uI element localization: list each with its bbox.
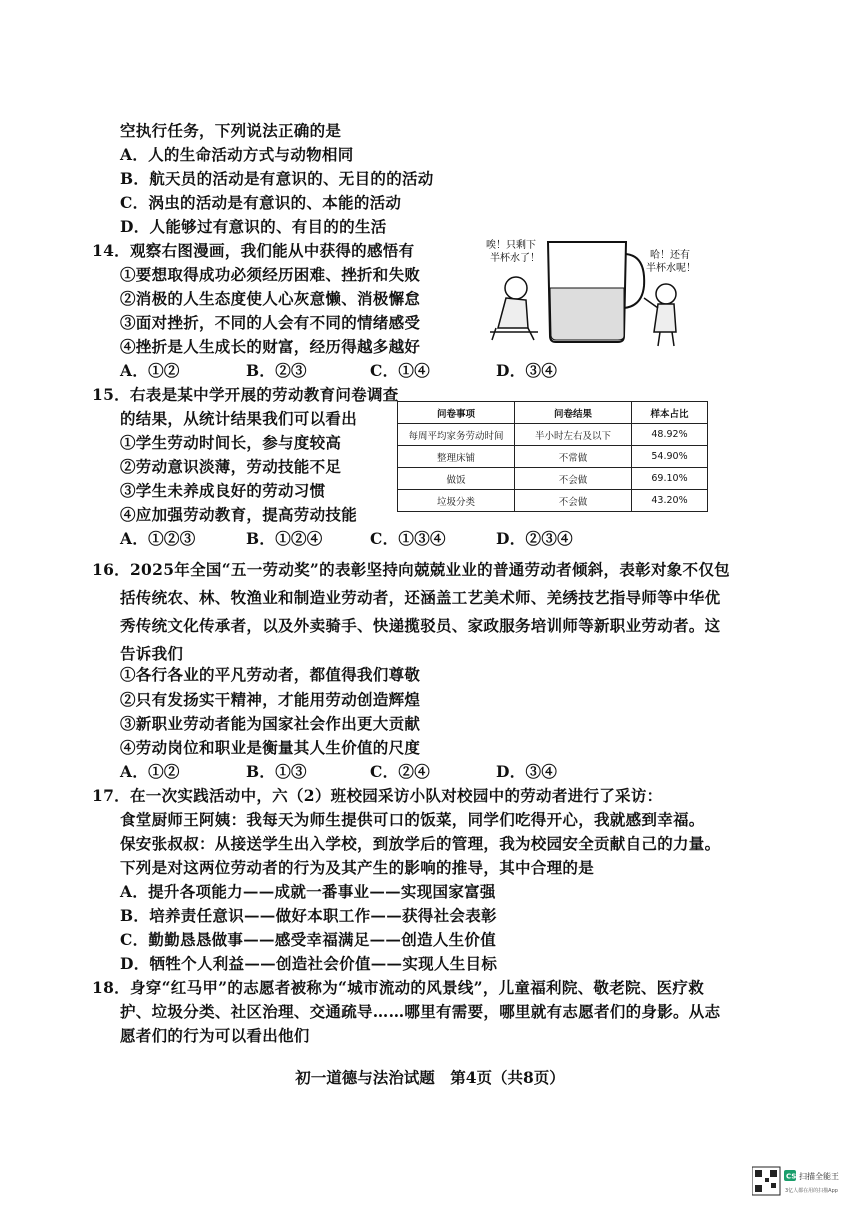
table-cell: 每周平均家务劳动时间 — [398, 424, 515, 446]
chair — [490, 328, 538, 340]
q14-choice-a: A．①② — [120, 361, 180, 380]
happy-person-head — [656, 284, 676, 304]
survey-table — [397, 401, 708, 512]
q15-item-4: ④应加强劳动教育，提高劳动技能 — [120, 505, 358, 524]
left-bubble-line-1: 唉！只剩下 — [486, 240, 536, 251]
table-cell: 43.20% — [632, 490, 708, 512]
q14-choice-d: D．③④ — [496, 361, 558, 380]
table-cell: 54.90% — [632, 446, 708, 468]
table-cell: 不会做 — [515, 468, 632, 490]
q13-option-c: C．涡虫的活动是有意识的、本能的活动 — [120, 193, 402, 212]
q15-choice-c: C．①③④ — [370, 529, 446, 548]
q13-option-d: D．人能够过有意识的、有目的的生活 — [120, 217, 387, 236]
q15-stem-line-2: 的结果，从统计结果我们可以看出 — [120, 409, 358, 428]
badge-title: 扫描全能王 — [799, 1172, 839, 1181]
q15-item-1: ①学生劳动时间长，参与度较高 — [120, 433, 342, 452]
q16-choice-c: C．②④ — [370, 762, 431, 781]
sad-person-head — [505, 277, 527, 299]
right-bubble-line-1: 哈！还有 — [650, 250, 690, 261]
q13-option-a: A．人的生命活动方式与动物相同 — [120, 145, 354, 164]
table-cell: 半小时左右及以下 — [515, 424, 632, 446]
table-cell: 69.10% — [632, 468, 708, 490]
q16-line-4: 告诉我们 — [120, 644, 184, 663]
table-row — [398, 446, 708, 468]
q16-item-4: ④劳动岗位和职业是衡量其人生价值的尺度 — [120, 738, 421, 757]
sad-person-body — [498, 298, 528, 328]
q14-stem: 14．观察右图漫画，我们能从中获得的感悟有 — [92, 241, 415, 260]
q16-line-3: 秀传统文化传承者，以及外卖骑手、快递揽驳员、家政服务培训师等新职业劳动者。这 — [120, 616, 721, 635]
scanner-badge-graphic — [752, 1164, 842, 1200]
table-row — [398, 424, 708, 446]
q16-item-3: ③新职业劳动者能为国家社会作出更大贡献 — [120, 714, 421, 733]
q17-line-2: 食堂厨师王阿姨：我每天为师生提供可口的饭菜，同学们吃得开心，我就感到幸福。 — [120, 810, 705, 829]
happy-person-legs — [658, 332, 674, 346]
q15-choice-d: D．②③④ — [496, 529, 573, 548]
q16-line-2: 括传统农、林、牧渔业和制造业劳动者，还涵盖工艺美术师、羌绣技艺指导师等中华优 — [120, 588, 721, 607]
q17-option-b: B．培养责任意识——做好本职工作——获得社会表彰 — [120, 906, 497, 925]
q17-option-d: D．牺牲个人利益——创造社会价值——实现人生目标 — [120, 954, 498, 973]
table-cell: 不会做 — [515, 490, 632, 512]
q16-item-1: ①各行各业的平凡劳动者，都值得我们尊敬 — [120, 665, 421, 684]
half-water — [550, 288, 624, 340]
q18-line-3: 愿者们的行为可以看出他们 — [120, 1026, 310, 1045]
right-bubble-line-2: 半杯水呢！ — [646, 263, 696, 274]
scanner-watermark — [752, 1164, 842, 1200]
table-header: 问卷事项 — [398, 402, 515, 424]
half-glass-cartoon — [478, 236, 700, 348]
q16-choice-a: A．①② — [120, 762, 180, 781]
table-cell: 做饭 — [398, 468, 515, 490]
table-header-row — [398, 402, 708, 424]
q18-line-2: 护、垃圾分类、社区治理、交通疏导……哪里有需要，哪里就有志愿者们的身影。从志 — [120, 1002, 721, 1021]
page-footer: 初一道德与法治试题 第4页（共8页） — [295, 1068, 565, 1087]
q14-choice-b: B．②③ — [246, 361, 307, 380]
table-cell: 48.92% — [632, 424, 708, 446]
table-row — [398, 490, 708, 512]
table-header: 样本占比 — [632, 402, 708, 424]
q17-line-4: 下列是对这两位劳动者的行为及其产生的影响的推导，其中合理的是 — [120, 858, 595, 877]
q15-item-2: ②劳动意识淡薄，劳动技能不足 — [120, 457, 342, 476]
q15-item-3: ③学生未养成良好的劳动习惯 — [120, 481, 326, 500]
q17-option-c: C．勤勤恳恳做事——感受幸福满足——创造人生价值 — [120, 930, 497, 949]
table-cell: 整理床铺 — [398, 446, 515, 468]
q14-item-1: ①要想取得成功必须经历困难、挫折和失败 — [120, 265, 421, 284]
q14-item-4: ④挫折是人生成长的财富，经历得越多越好 — [120, 337, 421, 356]
q16-line-1: 16．2025年全国“五一劳动奖”的表彰坚持向兢兢业业的普通劳动者倾斜，表彰对象不仅包 — [92, 560, 730, 579]
left-bubble-line-2: 半杯水了！ — [490, 253, 540, 264]
q14-choice-c: C．①④ — [370, 361, 431, 380]
table-row — [398, 468, 708, 490]
jug-handle — [624, 254, 644, 308]
q14-item-3: ③面对挫折，不同的人会有不同的情绪感受 — [120, 313, 421, 332]
q17-option-a: A．提升各项能力——成就一番事业——实现国家富强 — [120, 882, 496, 901]
q15-choice-a: A．①②③ — [120, 529, 196, 548]
q16-choice-d: D．③④ — [496, 762, 558, 781]
pointing-arm — [644, 298, 658, 308]
q17-line-1: 17．在一次实践活动中，六（2）班校园采访小队对校园中的劳动者进行了采访： — [92, 786, 663, 805]
q15-stem-line-1: 15．右表是某中学开展的劳动教育问卷调查 — [92, 385, 399, 404]
table-cell: 垃圾分类 — [398, 490, 515, 512]
q15-choice-b: B．①②④ — [246, 529, 323, 548]
table-header: 问卷结果 — [515, 402, 632, 424]
svg-text:CS: CS — [786, 1172, 797, 1181]
badge-subtitle: 3亿人都在用的扫描App — [785, 1188, 838, 1194]
table-cell: 不常做 — [515, 446, 632, 468]
q17-line-3: 保安张叔叔：从接送学生出入学校，到放学后的管理，我为校园安全贡献自己的力量。 — [120, 834, 721, 853]
q14-item-2: ②消极的人生态度使人心灰意懒、消极懈怠 — [120, 289, 421, 308]
q13-stem-tail: 空执行任务，下列说法正确的是 — [120, 121, 342, 140]
q18-line-1: 18．身穿“红马甲”的志愿者被称为“城市流动的风景线”，儿童福利院、敬老院、医疗救 — [92, 978, 705, 997]
q13-option-b: B．航天员的活动是有意识的、无目的的活动 — [120, 169, 434, 188]
q16-item-2: ②只有发扬实干精神，才能用劳动创造辉煌 — [120, 690, 421, 709]
q16-choice-b: B．①③ — [246, 762, 307, 781]
